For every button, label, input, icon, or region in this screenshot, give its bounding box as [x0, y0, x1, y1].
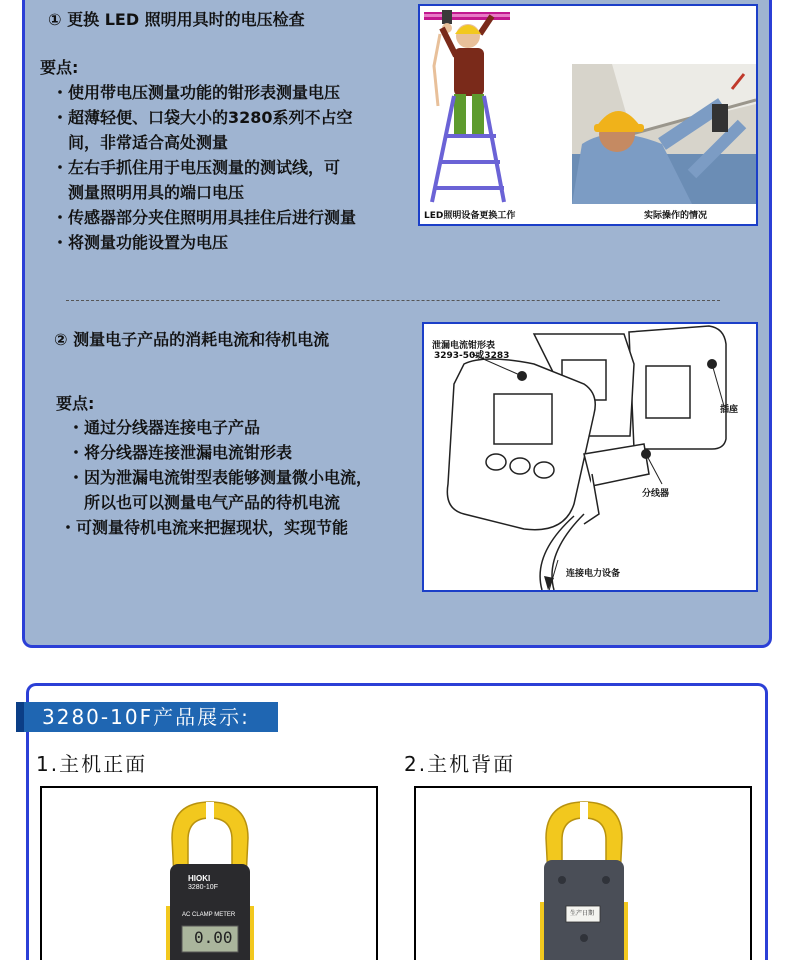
caption-led-replacement: LED照明设备更换工作 [424, 211, 516, 221]
section1-point-3: ・左右手抓住用于电压测量的测试线，可 [52, 158, 341, 177]
label-meter-models: 3293-50或3283 [434, 351, 510, 361]
section1-points-label: 要点: [40, 58, 79, 77]
back-view-label: 2.主机背面 [404, 752, 516, 776]
front-view-label: 1.主机正面 [36, 752, 148, 776]
back-date-sticker: 生产日期 [570, 910, 595, 917]
label-splitter: 分线器 [642, 489, 670, 499]
leakage-clamp-diagram [422, 322, 758, 592]
label-leakage-meter: 泄漏电流钳形表 [432, 341, 496, 351]
actual-work-photo [572, 64, 756, 204]
section2-title: ② 测量电子产品的消耗电流和待机电流 [54, 330, 330, 349]
section1-point-3-cont: 测量照明用具的端口电压 [68, 183, 245, 202]
product-banner: 3280-10F产品展示: [16, 702, 278, 732]
clamp-splitter-drawing [424, 324, 756, 590]
section-divider [66, 300, 720, 301]
front-model: 3280-10F [188, 884, 218, 891]
section1-point-5: ・将测量功能设置为电压 [52, 233, 229, 252]
front-brand: HIOKI [188, 874, 211, 883]
banner-edge [16, 702, 24, 732]
section2-point-3: ・因为泄漏电流钳型表能够测量微小电流， [68, 468, 373, 487]
section1-point-2-cont: 间，非常适合高处测量 [68, 133, 229, 152]
back-photo [414, 786, 752, 960]
section2-point-2: ・将分线器连接泄漏电流钳形表 [68, 443, 293, 462]
section2-point-1: ・通过分线器连接电子产品 [68, 418, 261, 437]
led-replacement-figure [418, 4, 758, 226]
section1-point-4: ・传感器部分夹住照明用具挂住后进行测量 [52, 208, 357, 227]
section1-title: ① 更换 LED 照明用具时的电压检查 [48, 10, 305, 29]
section2-point-3-cont: 所以也可以测量电气产品的待机电流 [84, 493, 341, 512]
section2-point-4: ・可测量待机电流来把握现状，实现节能 [60, 518, 349, 537]
clamp-meter-back-image [416, 788, 750, 960]
front-photo [40, 786, 378, 960]
caption-actual-work: 实际操作的情况 [644, 211, 708, 221]
section1-point-2: ・超薄轻便、口袋大小的3280系列不占空 [52, 108, 353, 127]
label-connect-device: 连接电力设备 [566, 569, 621, 579]
label-socket: 插座 [720, 405, 739, 415]
section2-points-label: 要点: [56, 394, 95, 413]
section1-point-1: ・使用带电压测量功能的钳形表测量电压 [52, 83, 341, 102]
front-meter-name: AC CLAMP METER [182, 912, 236, 918]
front-display-reading: 0.00 [194, 928, 233, 947]
